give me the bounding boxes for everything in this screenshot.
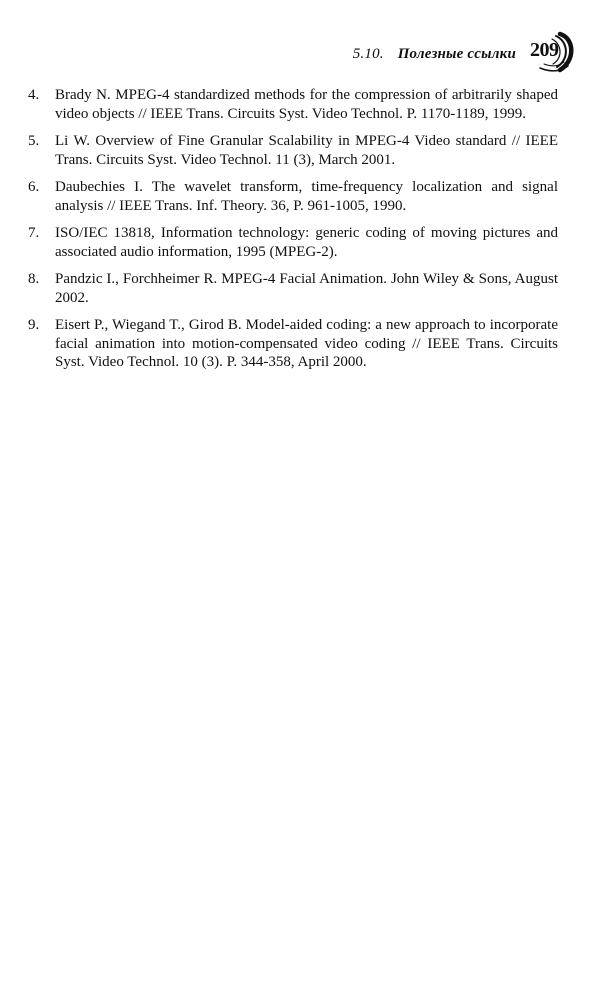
reference-item	[28, 270, 558, 307]
reference-item	[28, 178, 558, 215]
reference-item	[28, 224, 558, 261]
reference-item	[28, 316, 558, 372]
reference-text: Li W. Overview of Fine Granular Scalability in MPEG-4 Video standard // IEEE Trans. Circuits Syst. Video Technol. 11 (3), March 2001.	[55, 133, 558, 168]
page-number-badge	[530, 30, 578, 74]
reference-item	[28, 86, 558, 123]
reference-text: Brady N. MPEG-4 standardized methods for the compression of arbitrarily shaped video objects // IEEE Trans. Circuits Syst. Video Technol. P. 1170-1189, 1999.	[55, 87, 558, 122]
reference-text: ISO/IEC 13818, Information technology: generic coding of moving pictures and associated audio information, 1995 (MPEG-2).	[55, 225, 558, 260]
reference-text: Pandzic I., Forchheimer R. MPEG-4 Facial Animation. John Wiley & Sons, August 2002.	[55, 271, 558, 306]
section-number: 5.10.	[352, 45, 384, 62]
reference-text: Daubechies I. The wavelet transform, time-frequency localization and signal analysis // IEEE Trans. Inf. Theory. 36, P. 961-1005, 1990.	[55, 179, 558, 214]
section-title: Полезные ссылки	[397, 45, 516, 62]
reference-text: Eisert P., Wiegand T., Girod B. Model-aided coding: a new approach to incorporate facial animation into motion-compensated video coding // IEEE Trans. Circuits Syst. Video Technol. 10 (3). P. 344-358, April 2000.	[55, 317, 558, 370]
reference-number: 8.	[28, 271, 40, 287]
section-heading	[353, 46, 516, 63]
reference-item	[28, 132, 558, 169]
reference-number: 5.	[28, 133, 40, 149]
running-head	[353, 30, 578, 74]
page-number: 209	[530, 39, 559, 61]
reference-number: 6.	[28, 179, 40, 195]
reference-number: 7.	[28, 225, 40, 241]
reference-number: 4.	[28, 87, 40, 103]
reference-number: 9.	[28, 317, 40, 333]
reference-list	[28, 86, 558, 381]
